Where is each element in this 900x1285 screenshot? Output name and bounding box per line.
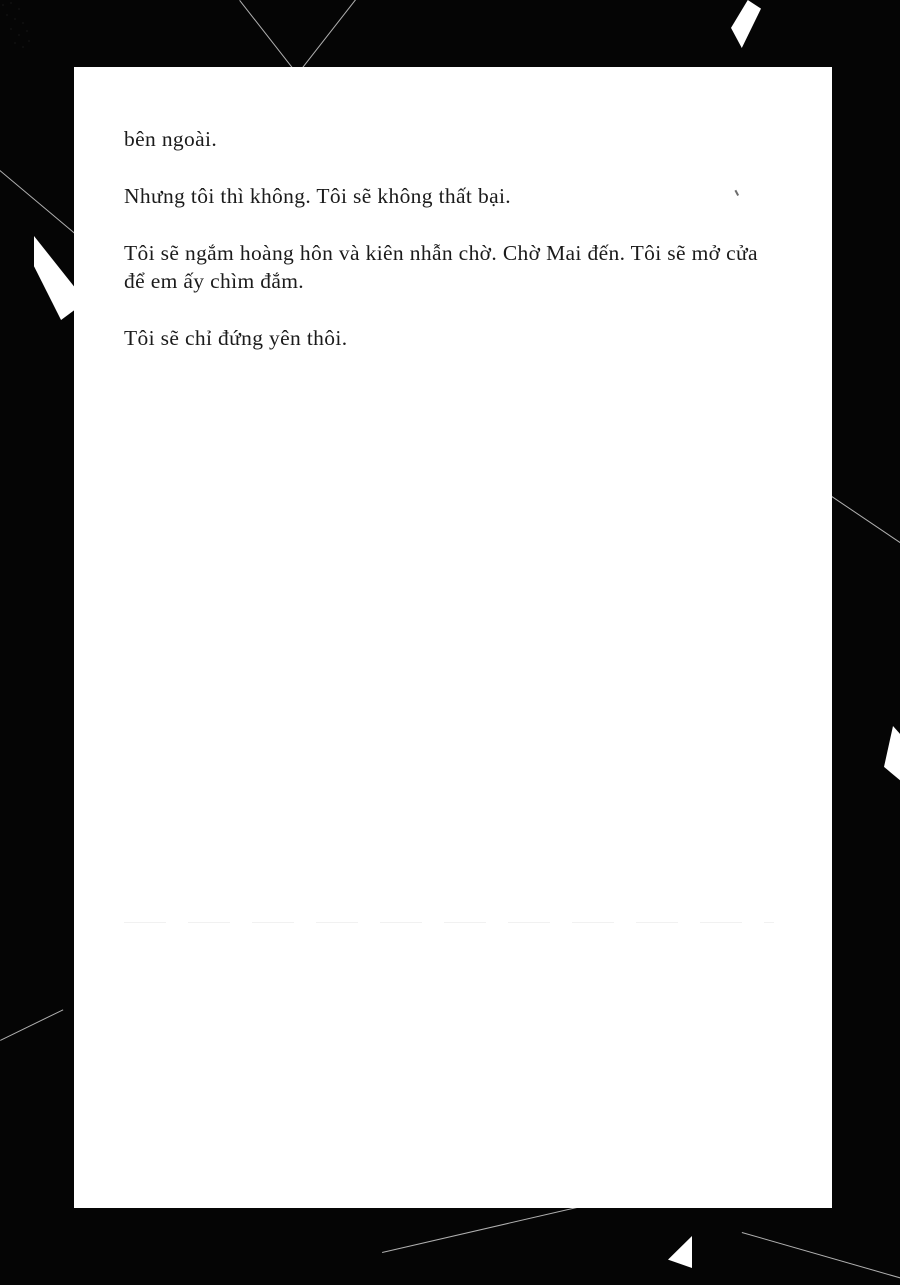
decor-line-diagonal — [742, 1232, 900, 1280]
paragraph: Tôi sẽ ngắm hoàng hôn và kiên nhẫn chờ. Chờ Mai đến. Tôi sẽ mở cửa để em ấy chìm đắm. — [124, 240, 758, 294]
page-sheet — [74, 67, 832, 1208]
decor-line-diagonal — [825, 492, 900, 552]
decor-line-diagonal — [0, 170, 80, 238]
paragraph: bên ngoài. — [124, 127, 218, 151]
paper-shard-icon — [731, 0, 761, 48]
paper-shard-icon — [884, 726, 900, 792]
shard-dots-icon — [0, 0, 36, 58]
page-seam — [124, 922, 774, 923]
paragraph: Tôi sẽ chỉ đứng yên thôi. — [124, 326, 348, 351]
decor-line-diagonal — [0, 1009, 63, 1041]
page-text-block — [74, 67, 832, 353]
paper-shard-icon — [668, 1236, 692, 1268]
paragraph: Nhưng tôi thì không. Tôi sẽ không thất bại. — [124, 183, 512, 208]
